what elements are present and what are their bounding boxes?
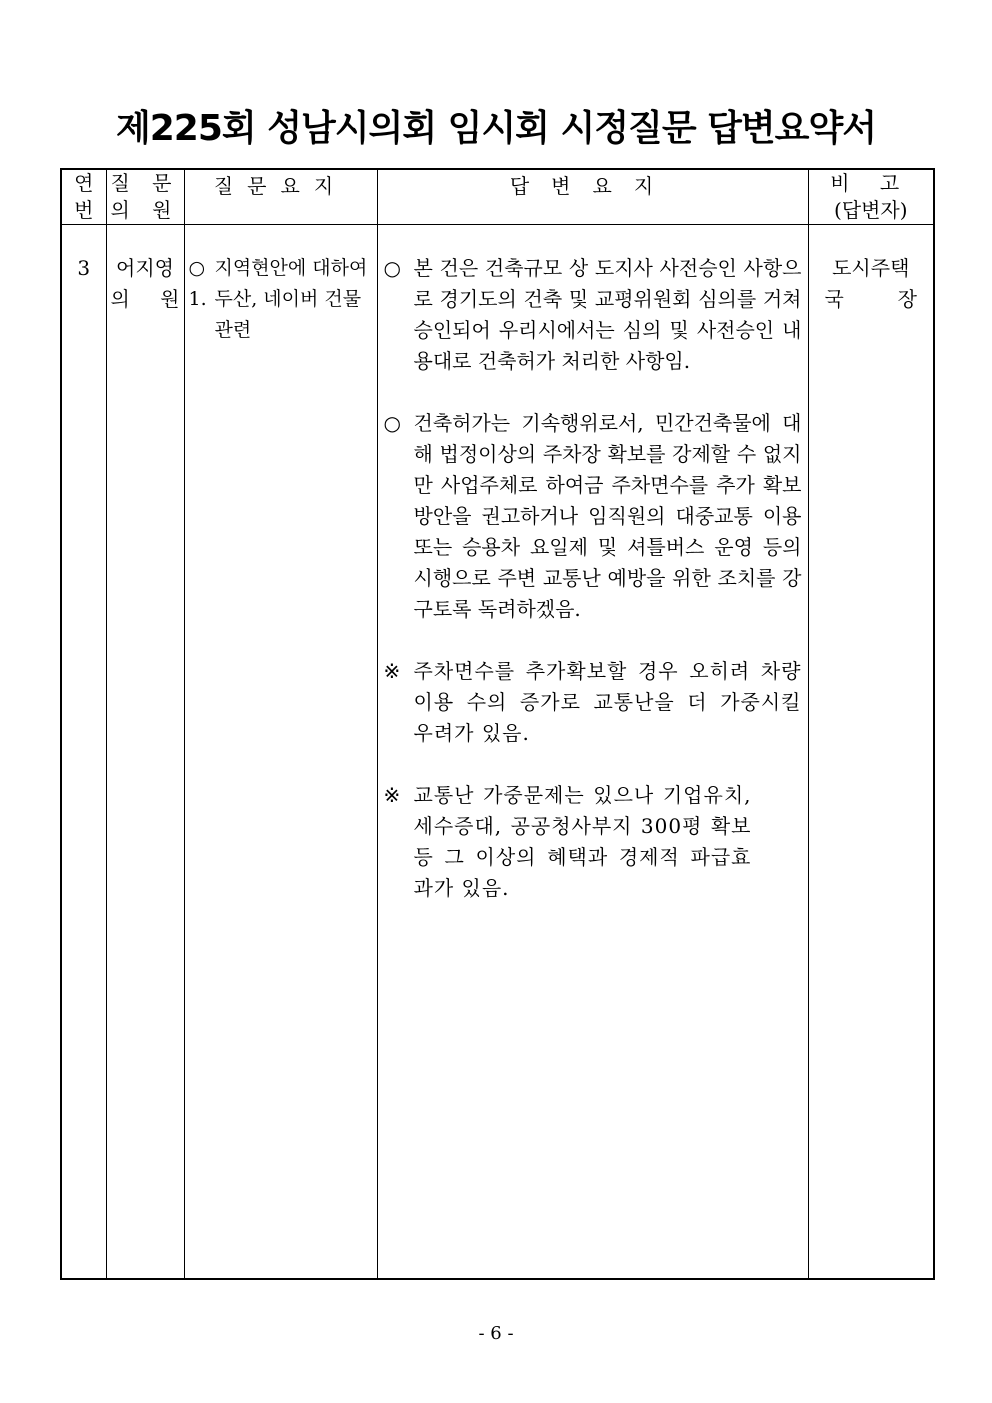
page-title: 제225회 성남시의회 임시회 시정질문 답변요약서 [115,108,877,149]
answer-paragraph [384,408,802,625]
row-number: 3 [61,225,106,1280]
answer-paragraph [384,253,802,377]
asker-title-b: 원 [160,287,180,311]
row-asker [106,225,184,1280]
note-text: 주차면수를 추가확보할 경우 오히려 차량 이용 수의 증가로 교통난을 더 가중시킬 우려가 있음. [413,659,802,745]
question-text: 두산, 네이버 건물 관련 [214,288,362,341]
answer-text: 본 건은 건축규모 상 도지사 사전승인 사항으로 경기도의 건축 및 교평위원회 심의를 거쳐 승인되어 우리시에서는 심의 및 사전승인 내용대로 건축허가 처리한 사항임. [413,256,802,373]
header-remark [808,169,934,225]
question-item [189,284,373,346]
header-asker-top: 질 문 [110,171,180,195]
header-question: 질문요지 [184,169,377,225]
remark-dept: 도시주택 [832,256,910,280]
remark-title [815,284,928,315]
table-header-row [61,169,934,225]
remark-title-b: 장 [897,287,917,311]
question-marker: ○ [188,257,206,279]
question-item [189,253,373,284]
header-no [61,169,106,225]
note-text: 교통난 가중문제는 있으나 기업유치, 세수증대, 공공청사부지 300평 확보 등 그 이상의 혜택과 경제적 파급효과가 있음. [413,783,752,900]
header-no-top: 연 [74,171,94,195]
asker-title-a: 의 [110,287,130,311]
answer-summary-table [60,168,935,1280]
header-remark-top: 비 고 [830,171,912,195]
answer-text: 건축허가는 기속행위로서, 민간건축물에 대해 법정이상의 주차장 확보를 강제할 수 없지만 사업주체로 하여금 주차면수를 추가 확보 방안을 권고하거나 임직원의 대중교통 이용 또는 승용차 요일제 및 셔틀버스 운영 등의 시행으로 주변 교통난 예방을 위한 조치를 강구토록 독려하겠음. [413,411,802,621]
row-question [184,225,377,1280]
header-no-bottom: 번 [74,198,94,222]
header-remark-bottom: (답변자) [833,198,908,222]
header-answer: 답변요지 [377,169,808,225]
table-row [61,225,934,1280]
answer-marker: ○ [383,256,401,280]
row-remark [808,225,934,1280]
answer-marker: ○ [383,411,401,435]
question-marker: 1. [188,288,207,310]
answer-note [384,656,802,749]
page-number: - 6 - [478,1323,514,1344]
answer-note [384,780,802,904]
header-asker [106,169,184,225]
question-text: 지역현안에 대하여 [214,257,368,279]
asker-title [111,284,180,315]
asker-name: 어지영 [116,256,174,280]
remark-title-a: 국 [824,287,844,311]
header-asker-bottom: 의 원 [110,198,180,222]
note-marker: ※ [383,783,401,807]
row-answer [377,225,808,1280]
note-marker: ※ [383,659,401,683]
